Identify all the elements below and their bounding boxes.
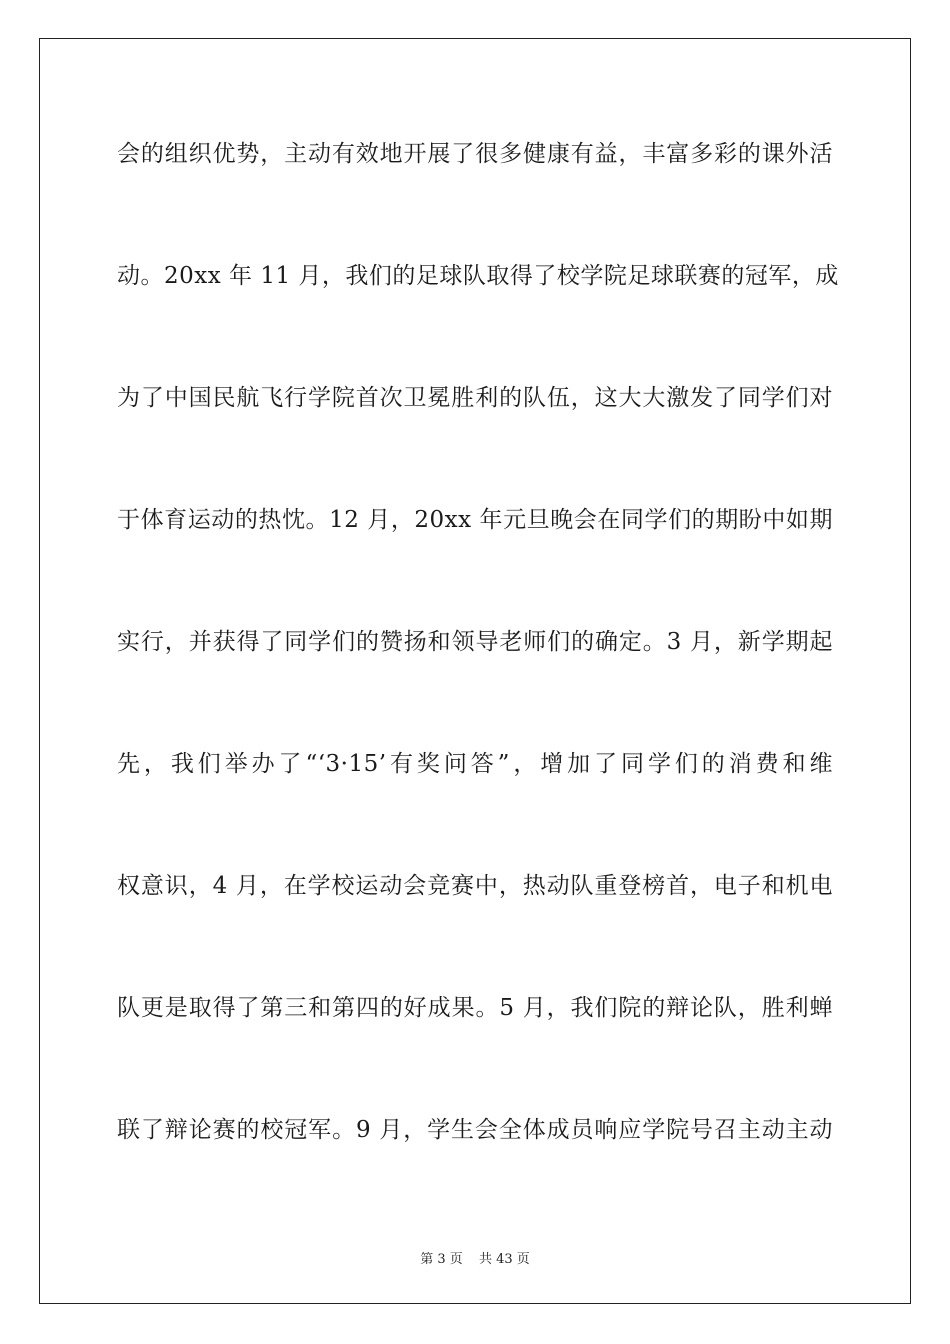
text-line-2: 动。20xx 年 11 月，我们的足球队取得了校学院足球联赛的冠军，成 xyxy=(117,263,839,289)
text-line-3: 为了中国民航飞行学院首次卫冕胜利的队伍，这大大激发了同学们对 xyxy=(117,385,833,411)
text-line-5: 实行，并获得了同学们的赞扬和领导老师们的确定。3 月，新学期起 xyxy=(117,629,833,655)
text-line-7: 权意识，4 月，在学校运动会竞赛中，热动队重登榜首，电子和机电 xyxy=(117,873,833,899)
page-footer xyxy=(0,1248,950,1267)
text-line-6: 先，我们举办了“‘3·15’有奖问答”，增加了同学们的消费和维 xyxy=(117,751,833,777)
page-total: 共 43 页 xyxy=(478,1252,530,1267)
text-line-4: 于体育运动的热忱。12 月，20xx 年元旦晚会在同学们的期盼中如期 xyxy=(117,507,833,533)
body-text xyxy=(117,124,839,1222)
page-number: 第 3 页 xyxy=(420,1252,463,1267)
text-line-1: 会的组织优势，主动有效地开展了很多健康有益，丰富多彩的课外活 xyxy=(117,141,833,167)
text-line-8: 队更是取得了第三和第四的好成果。5 月，我们院的辩论队，胜利蝉 xyxy=(117,995,833,1021)
text-line-9: 联了辩论赛的校冠军。9 月，学生会全体成员响应学院号召主动主动 xyxy=(117,1117,833,1143)
